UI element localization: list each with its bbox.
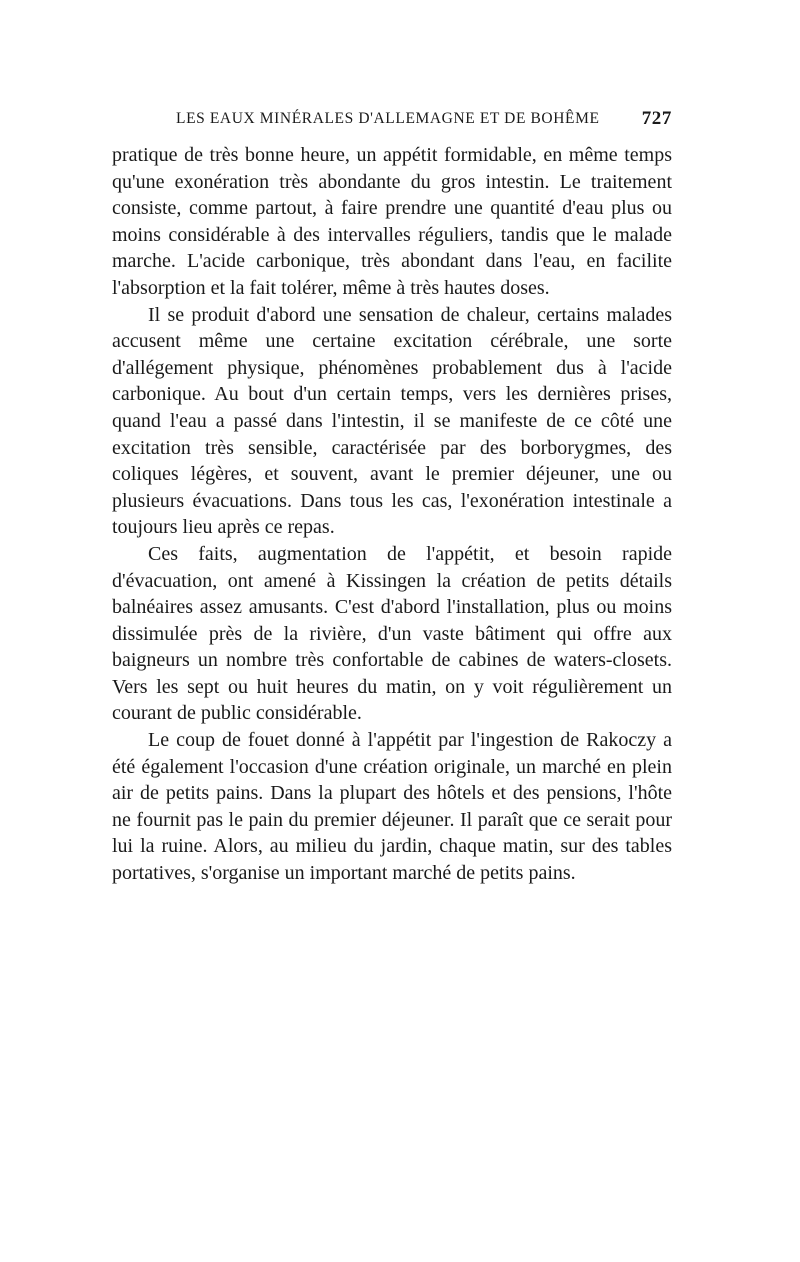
running-title: LES EAUX MINÉRALES D'ALLEMAGNE ET DE BOHÊME <box>176 110 600 127</box>
book-page <box>112 106 672 887</box>
body-text <box>112 142 672 887</box>
paragraph: Le coup de fouet donné à l'appétit par l'ingestion de Rakoczy a été également l'occasion d'une création originale, un marché en plein air de petits pains. Dans la plupart des hôtels et des pensions, l'hôte ne fournit pas le pain du premier déjeuner. Il paraît que ce serait pour lui la ruine. Alors, au milieu du jardin, chaque matin, sur des tables portatives, s'organise un important marché de petits pains. <box>112 729 672 885</box>
page-number: 727 <box>641 108 672 129</box>
paragraph: Ces faits, augmentation de l'appétit, et besoin rapide d'évacuation, ont amené à Kissingen la création de petits détails balnéaires assez amusants. C'est d'abord l'installation, plus ou moins dissimulée près de la rivière, d'un vaste bâtiment qui offre aux baigneurs un nombre très confortable de cabines de waters-closets. Vers les sept ou huit heures du matin, on y voit régulièrement un courant de public considérable. <box>112 542 672 725</box>
paragraph: Il se produit d'abord une sensation de chaleur, certains malades accusent même une certaine excitation cérébrale, une sorte d'allégement physique, phénomènes probablement dus à l'acide carbonique. Au bout d'un certain temps, vers les dernières prises, quand l'eau a passé dans l'intestin, il se manifeste de ce côté une excitation très sensible, caractérisée par des borborygmes, des coliques légères, et souvent, avant le premier déjeuner, une ou plusieurs évacuations. Dans tous les cas, l'exonération intestinale a toujours lieu après ce repas. <box>112 303 672 539</box>
running-head <box>112 106 672 136</box>
paragraph-continuation: pratique de très bonne heure, un appétit formidable, en même temps qu'une exonération très abondante du gros intestin. Le traitement consiste, comme partout, à faire prendre une quantité d'eau plus ou moins considérable à des intervalles réguliers, tandis que le malade marche. L'acide carbonique, très abondant dans l'eau, en facilite l'absorption et la fait tolérer, même à très hautes doses. <box>112 144 672 299</box>
